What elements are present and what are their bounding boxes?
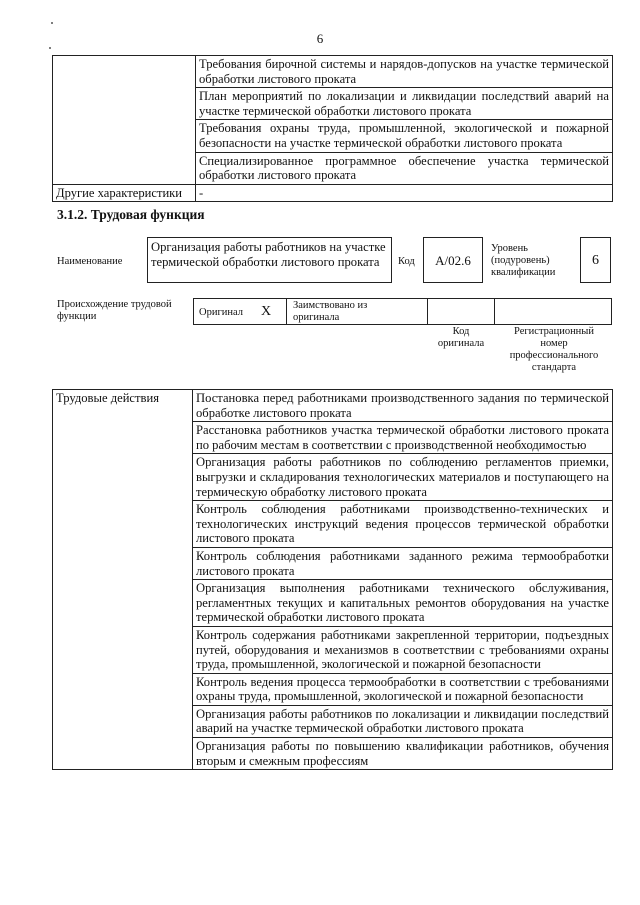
original-label: Оригинал xyxy=(199,307,243,318)
table-cell: Расстановка работников участка термической обработки листового проката по рабочим местам в соответствии с производственной необходимостью xyxy=(193,422,613,454)
table-cell: Контроль ведения процесса термообработки в соответствии с требованиями охраны труда, промышленной, экологической и пожарной безопасности xyxy=(193,673,613,705)
name-value-box xyxy=(147,237,392,283)
level-label: Уровень (подуровень) квалификации xyxy=(491,243,556,278)
origin-original-box xyxy=(193,298,287,325)
function-code: A/02.6 xyxy=(435,253,471,268)
row-label-cell: Трудовые действия xyxy=(53,390,193,770)
scan-speck xyxy=(51,22,53,24)
table-cell: Специализированное программное обеспечение участка термической обработки листового проката xyxy=(196,152,613,184)
table-cell: Организация выполнения работниками технического обслуживания, регламентных текущих и капитальных ремонтов оборудования на участке термической обработки листового проката xyxy=(193,580,613,627)
name-label: Наименование xyxy=(57,256,123,267)
table-cell: - xyxy=(196,184,613,202)
origin-code-box xyxy=(427,298,495,325)
table-cell: Требования охраны труда, промышленной, экологической и пожарной безопасности на участке термической обработки листового проката xyxy=(196,120,613,152)
table-cell: Требования бирочной системы и нарядов-допусков на участке термической обработки листового проката xyxy=(196,56,613,88)
table-row xyxy=(53,390,613,422)
table-cell: Контроль соблюдения работниками производственно-технических и технологических инструкций ведения процессов термической обработки листового проката xyxy=(193,501,613,548)
labour-actions-table xyxy=(52,389,613,770)
row-label-cell: Другие характеристики xyxy=(53,184,196,202)
section-heading: 3.1.2. Трудовая функция xyxy=(57,207,205,222)
origin-reg-box xyxy=(494,298,612,325)
table-cell: Организация работы работников по соблюдению регламентов приемки, выгрузки и складирования технологических материалов и поступающего на термическую обработку листового проката xyxy=(193,454,613,501)
code-label: Код xyxy=(398,256,415,267)
origin-code-caption: Код оригинала xyxy=(437,326,485,349)
origin-reg-caption: Регистрационный номер профессионального стандарта xyxy=(509,326,599,373)
origin-borrowed-box xyxy=(286,298,428,325)
knowledge-table xyxy=(52,55,613,202)
table-row xyxy=(53,56,613,88)
level-value-box xyxy=(580,237,611,283)
origin-label: Происхождение трудовой функции xyxy=(57,299,172,322)
table-cell: Организация работы по повышению квалификации работников, обучения вторым и смежным профессиям xyxy=(193,738,613,770)
original-mark: X xyxy=(261,304,272,319)
table-cell: Контроль содержания работниками закрепленной территории, подъездных путей, оборудования и механизмов в соответствии с требованиями охраны труда, промышленной, экологической и пожарной безопасности xyxy=(193,626,613,673)
scan-speck xyxy=(49,47,51,49)
table-row xyxy=(53,184,613,202)
function-name: Организация работы работников на участке термической обработки листового проката xyxy=(151,240,386,269)
page-number: 6 xyxy=(316,31,324,46)
table-cell: Постановка перед работниками производственного задания по термической обработке листового проката xyxy=(193,390,613,422)
table-cell: Организация работы работников по локализации и ликвидации последствий аварий на участке термической обработки листового проката xyxy=(193,705,613,737)
table-cell: План мероприятий по локализации и ликвидации последствий аварий на участке термической обработки листового проката xyxy=(196,88,613,120)
table-cell: Контроль соблюдения работниками заданного режима термообработки листового проката xyxy=(193,547,613,579)
borrowed-label: Заимствовано из оригинала xyxy=(293,300,368,323)
code-value-box xyxy=(423,237,483,283)
row-label-cell xyxy=(53,56,196,185)
qualification-level: 6 xyxy=(592,253,599,268)
